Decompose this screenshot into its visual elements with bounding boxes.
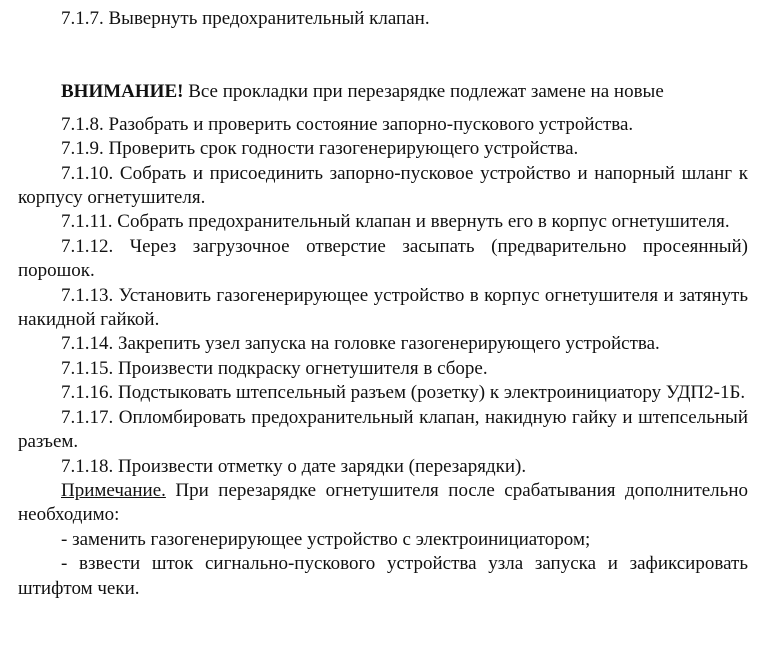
- document-page: [18, 7, 748, 601]
- warning-paragraph: [18, 80, 748, 104]
- instruction-item: 7.1.13. Установить газогенерирующее устройство в корпус огнетушителя и затянуть накидной гайкой.: [18, 284, 748, 331]
- instruction-item: 7.1.18. Произвести отметку о дате зарядки (перезарядки).: [61, 455, 527, 477]
- spacer: [18, 31, 748, 80]
- instruction-item: 7.1.11. Собрать предохранительный клапан и ввернуть его в корпус огнетушителя.: [61, 211, 730, 233]
- note-label: Примечание.: [61, 479, 166, 501]
- bullet-item: - взвести шток сигнально-пускового устройства узла запуска и зафиксировать штифтом чеки.: [18, 553, 748, 599]
- instruction-item: 7.1.10. Собрать и присоединить запорно-пусковое устройство и напорный шланг к корпусу огнетушителя.: [18, 162, 748, 209]
- spacer: [18, 105, 748, 113]
- warning-text: Все прокладки при перезарядке подлежат замене на новые: [183, 81, 664, 103]
- warning-label: ВНИМАНИЕ!: [61, 81, 184, 103]
- note-paragraph: [18, 479, 748, 528]
- instruction-item: 7.1.8. Разобрать и проверить состояние запорно-пускового устройства.: [61, 113, 634, 135]
- note-text: При перезарядке огнетушителя после срабатывания дополнительно необходимо:: [18, 479, 748, 526]
- bullet-item: - заменить газогенерирующее устройство с электроинициатором;: [61, 528, 591, 550]
- paragraph-7-1-7: 7.1.7. Вывернуть предохранительный клапан.: [61, 8, 430, 29]
- instruction-item: 7.1.12. Через загрузочное отверстие засыпать (предварительно просеянный) порошок.: [18, 235, 748, 282]
- instruction-list: [18, 113, 748, 479]
- instruction-item: 7.1.17. Опломбировать предохранительный клапан, накидную гайку и штепсельный разъем.: [18, 406, 748, 453]
- instruction-item: 7.1.14. Закрепить узел запуска на головке газогенерирующего устройства.: [61, 333, 660, 355]
- instruction-item: 7.1.9. Проверить срок годности газогенерирующего устройства.: [61, 138, 579, 160]
- instruction-item: 7.1.16. Подстыковать штепсельный разъем (розетку) к электроинициатору УДП2-1Б.: [61, 382, 746, 404]
- instruction-item: 7.1.15. Произвести подкраску огнетушителя в сборе.: [61, 357, 488, 379]
